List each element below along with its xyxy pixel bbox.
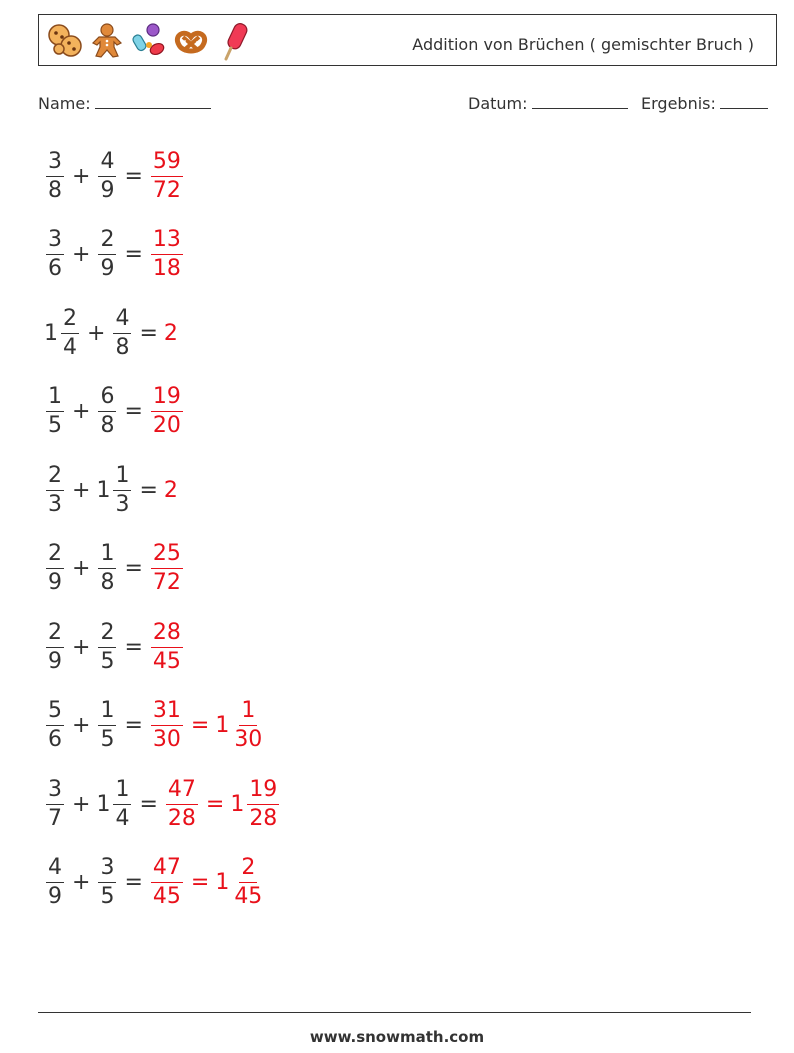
answer-value-numerator: 28 xyxy=(151,622,183,648)
plus-sign: + xyxy=(72,556,91,581)
operand-a-denominator: 7 xyxy=(48,805,62,831)
answer-value-denominator: 72 xyxy=(152,570,181,595)
problem-row xyxy=(44,222,185,288)
answer-mixed xyxy=(230,776,281,831)
operand-b-fraction xyxy=(98,148,116,203)
plus-sign: + xyxy=(72,163,91,189)
operand-b xyxy=(111,305,133,360)
gingerbread-man-icon xyxy=(87,21,127,61)
equals-sign: = xyxy=(124,634,143,660)
answer-value-numerator: 47 xyxy=(166,779,198,805)
operand-b-numerator: 2 xyxy=(98,622,116,648)
plus-sign: + xyxy=(72,634,91,660)
operand-b-denominator: 9 xyxy=(100,177,115,203)
operand-a-denominator: 9 xyxy=(48,648,62,674)
answer-value-denominator: 45 xyxy=(152,884,181,909)
answer-value-numerator: 31 xyxy=(151,700,183,726)
answer-value-denominator: 45 xyxy=(152,648,181,674)
answer-value xyxy=(164,776,200,831)
operand-a xyxy=(44,148,66,203)
operand-a-fraction xyxy=(46,543,64,594)
answer-equals-sign: = xyxy=(190,713,210,738)
operand-b-denominator: 8 xyxy=(100,413,115,438)
operand-a-numerator: 5 xyxy=(46,700,64,726)
problem-row xyxy=(44,771,281,837)
equals-sign: = xyxy=(124,870,143,895)
operand-a-numerator: 3 xyxy=(46,151,64,177)
answer-mixed-numerator: 2 xyxy=(239,857,257,883)
answer xyxy=(164,321,179,346)
operand-a-numerator: 2 xyxy=(61,308,79,334)
operand-a xyxy=(44,776,66,831)
operand-a-denominator: 6 xyxy=(48,256,62,281)
problem-row xyxy=(44,379,185,445)
answer-value-denominator: 30 xyxy=(152,727,181,752)
footer-divider xyxy=(38,1012,751,1013)
answer-value-fraction xyxy=(151,700,183,751)
answer-mixed-whole: 1 xyxy=(215,713,230,738)
answer-value-fraction xyxy=(151,543,183,594)
answer-value-denominator: 72 xyxy=(152,177,181,203)
operand-a-fraction xyxy=(61,305,79,360)
operand-a xyxy=(44,543,66,594)
operand-b-numerator: 1 xyxy=(113,465,131,491)
answer xyxy=(149,857,266,908)
problem-row xyxy=(44,300,179,366)
operand-b-numerator: 6 xyxy=(98,386,116,412)
operand-a-whole: 1 xyxy=(44,320,58,346)
operand-a xyxy=(44,462,66,517)
operand-b-fraction xyxy=(113,305,131,360)
answer-equals-sign: = xyxy=(190,870,210,895)
date-field xyxy=(468,92,628,113)
operand-a-numerator: 2 xyxy=(46,465,64,491)
operand-b-numerator: 4 xyxy=(113,308,131,334)
answer-value-fraction xyxy=(166,776,198,831)
operand-a-fraction xyxy=(46,619,64,674)
operand-a-denominator: 8 xyxy=(48,177,62,203)
operand-b-fraction xyxy=(98,619,116,674)
answer-equals-sign: = xyxy=(205,791,225,817)
answer xyxy=(149,386,185,437)
plus-sign: + xyxy=(72,399,91,424)
operand-b-fraction xyxy=(113,776,131,831)
plus-sign: + xyxy=(72,713,91,738)
equals-sign: = xyxy=(139,791,158,817)
operand-b-denominator: 5 xyxy=(100,884,115,909)
operand-a-fraction xyxy=(46,229,64,280)
operand-b xyxy=(96,857,118,908)
plus-sign: + xyxy=(72,870,91,895)
answer-mixed-fraction xyxy=(247,776,279,831)
plus-sign: + xyxy=(87,320,106,346)
operand-b-denominator: 5 xyxy=(100,727,115,752)
operand-b-fraction xyxy=(98,857,116,908)
problem-row xyxy=(44,457,179,523)
answer-value xyxy=(149,386,185,437)
answer-mixed-numerator: 1 xyxy=(239,700,257,726)
answer-mixed-denominator: 28 xyxy=(249,805,278,831)
operand-b-numerator: 1 xyxy=(98,543,116,569)
popsicle-icon xyxy=(213,21,253,61)
answer-value-whole: 2 xyxy=(163,477,178,503)
answer-mixed-whole: 1 xyxy=(215,870,230,895)
operand-a-denominator: 9 xyxy=(48,884,62,909)
operand-b-numerator: 3 xyxy=(98,857,116,883)
problem-row xyxy=(44,693,266,759)
equals-sign: = xyxy=(124,399,143,424)
candies-icon xyxy=(129,21,169,61)
operand-b xyxy=(96,148,118,203)
operand-a xyxy=(44,305,81,360)
answer-value xyxy=(149,619,185,674)
answer xyxy=(149,700,266,751)
answer-value-fraction xyxy=(151,148,183,203)
answer-value-denominator: 18 xyxy=(152,256,181,281)
operand-b-whole: 1 xyxy=(96,791,111,817)
operand-a-fraction xyxy=(46,776,64,831)
answer-value xyxy=(149,700,185,751)
operand-b xyxy=(96,543,118,594)
plus-sign: + xyxy=(72,477,91,503)
equals-sign: = xyxy=(139,320,158,346)
operand-b-fraction xyxy=(113,462,131,517)
operand-a-numerator: 2 xyxy=(46,543,64,569)
operand-b xyxy=(96,462,133,517)
equals-sign: = xyxy=(124,713,143,738)
answer xyxy=(149,619,185,674)
operand-a xyxy=(44,700,66,751)
answer-mixed-fraction xyxy=(232,700,264,751)
operand-a-fraction xyxy=(46,462,64,517)
answer-value-numerator: 25 xyxy=(151,543,183,569)
operand-a xyxy=(44,386,66,437)
operand-b-fraction xyxy=(98,700,116,751)
answer-value xyxy=(149,857,185,908)
problem-row xyxy=(44,536,185,602)
answer-value-numerator: 13 xyxy=(151,229,183,255)
answer xyxy=(149,148,185,203)
operand-b-denominator: 9 xyxy=(100,256,115,281)
operand-b-numerator: 4 xyxy=(98,151,116,177)
answer-mixed-numerator: 19 xyxy=(247,779,279,805)
problem-row xyxy=(44,143,185,209)
answer xyxy=(164,478,179,503)
operand-a-denominator: 4 xyxy=(63,334,77,360)
header-icons xyxy=(45,21,253,61)
operand-b-fraction xyxy=(98,386,116,437)
operand-b-denominator: 4 xyxy=(115,805,130,831)
name-line[interactable] xyxy=(95,92,211,109)
operand-b-denominator: 8 xyxy=(115,334,130,360)
operand-a-numerator: 4 xyxy=(46,857,64,883)
operand-b xyxy=(96,776,133,831)
answer-value-numerator: 47 xyxy=(151,857,183,883)
answer-value-fraction xyxy=(151,229,183,280)
answer-value xyxy=(149,148,185,203)
answer-mixed-fraction xyxy=(232,857,264,908)
operand-b-denominator: 3 xyxy=(115,491,130,517)
problem-row xyxy=(44,614,185,680)
answer-mixed xyxy=(215,700,266,751)
operand-b-whole: 1 xyxy=(96,477,111,503)
operand-b-denominator: 8 xyxy=(100,570,115,595)
date-line[interactable] xyxy=(532,92,628,109)
operand-b-fraction xyxy=(98,229,116,280)
answer-value xyxy=(149,543,185,594)
equals-sign: = xyxy=(124,163,143,189)
answer-value-denominator: 28 xyxy=(167,805,196,831)
result-field xyxy=(641,92,768,113)
answer-mixed-denominator: 45 xyxy=(234,884,263,909)
operand-a-denominator: 9 xyxy=(48,570,62,595)
operand-a-fraction xyxy=(46,148,64,203)
worksheet-title: Addition von Brüchen ( gemischter Bruch ) xyxy=(412,35,754,54)
operand-b-numerator: 2 xyxy=(98,229,116,255)
equals-sign: = xyxy=(139,477,158,503)
answer-value xyxy=(164,321,179,346)
operand-a-numerator: 3 xyxy=(46,229,64,255)
name-label: Name: xyxy=(38,94,91,113)
worksheet-header xyxy=(38,14,777,66)
answer-value-fraction xyxy=(151,857,183,908)
plus-sign: + xyxy=(72,791,91,817)
operand-a xyxy=(44,857,66,908)
operand-b-numerator: 1 xyxy=(113,779,131,805)
cookies-icon xyxy=(45,21,85,61)
footer-url: www.snowmath.com xyxy=(309,1028,485,1046)
answer-value-fraction xyxy=(151,619,183,674)
answer-value xyxy=(149,229,185,280)
answer-mixed-denominator: 30 xyxy=(234,727,263,752)
operand-a-denominator: 3 xyxy=(48,491,62,517)
operand-b xyxy=(96,386,118,437)
answer xyxy=(164,776,281,831)
equals-sign: = xyxy=(124,242,143,267)
answer xyxy=(149,229,185,280)
answer xyxy=(149,543,185,594)
name-field xyxy=(38,92,211,113)
answer-mixed xyxy=(215,857,266,908)
operand-a xyxy=(44,229,66,280)
answer-value-whole: 2 xyxy=(163,320,178,346)
operand-b xyxy=(96,229,118,280)
operand-a-fraction xyxy=(46,700,64,751)
answer-value-numerator: 19 xyxy=(151,386,183,412)
answer-mixed-whole: 1 xyxy=(230,791,245,817)
result-line[interactable] xyxy=(720,92,768,109)
operand-a-numerator: 1 xyxy=(46,386,64,412)
operand-a-fraction xyxy=(46,857,64,908)
operand-b xyxy=(96,700,118,751)
operand-a-denominator: 6 xyxy=(48,727,62,752)
answer-value-numerator: 59 xyxy=(151,151,183,177)
operand-a xyxy=(44,619,66,674)
answer-value xyxy=(164,478,179,503)
operand-a-denominator: 5 xyxy=(48,413,62,438)
date-label: Datum: xyxy=(468,94,528,113)
answer-value-denominator: 20 xyxy=(152,413,181,438)
operand-b-denominator: 5 xyxy=(100,648,115,674)
operand-a-numerator: 3 xyxy=(46,779,64,805)
problem-row xyxy=(44,850,266,916)
result-label: Ergebnis: xyxy=(641,94,716,113)
operand-a-numerator: 2 xyxy=(46,622,64,648)
pretzel-icon xyxy=(171,21,211,61)
answer-value-fraction xyxy=(151,386,183,437)
operand-a-fraction xyxy=(46,386,64,437)
equals-sign: = xyxy=(124,556,143,581)
operand-b xyxy=(96,619,118,674)
operand-b-fraction xyxy=(98,543,116,594)
operand-b-numerator: 1 xyxy=(98,700,116,726)
plus-sign: + xyxy=(72,242,91,267)
